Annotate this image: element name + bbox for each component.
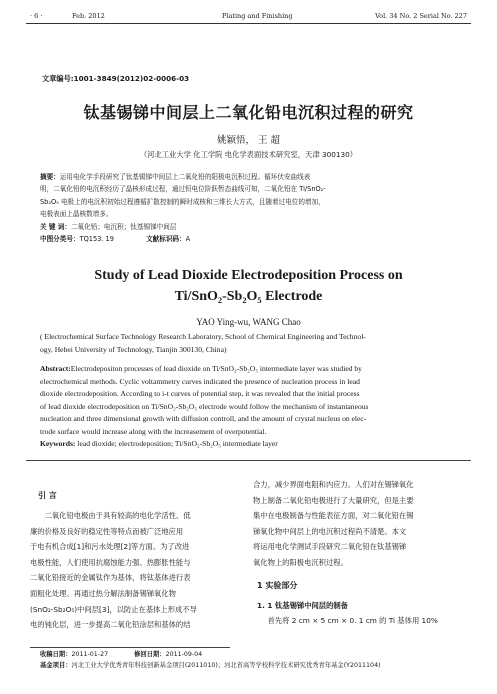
keywords-cn-label: 关 键 词： [40,222,71,231]
article-number: 文章编号:1001-3849(2012)02-0006-03 [42,74,190,83]
abstract-cn-line: Sb₂O₅ 电极上的电沉积初始过程遵循扩散控制的瞬时成核和三维长大方式，且随着过电位的增加， [40,197,325,206]
body-line: 将运用电化学测试手段研究二氧化铅在钛基锡锑 [253,542,407,552]
intro-line: 于电有机合成[1]和污水处理[2]等方面。为了改进 [30,542,190,552]
keywords-en: lead dioxide; electrodeposition; Ti/SnO₂-Sb₂O₅ intermediate layer [77,439,278,448]
abstract-en [40,363,470,451]
affiliation-en-line: ogy, Hebei University of Technology, Tianjin 300130, China) [40,344,227,354]
body-line: 合力，减少界面电阻和内应力。人们对在锡锑氧化 [253,480,414,489]
page-number: · 6 · [30,12,43,20]
intro-line: 二氧化铅接近的金属钛作为基体，将钛基体进行表 [30,573,191,583]
abstract-en-line: Electrodepositon processes of lead dioxide on Ti/SnO₂-Sb₂O₅ intermediate layer was studied by [70,364,362,373]
issue-date: Feb. 2012 [72,12,105,20]
section-1-heading: 1 实验部分 [257,581,298,590]
doc-code-label: 文献标识码： [146,235,186,244]
received-label: 收稿日期： [40,651,72,658]
body-line: 物上制备二氧化铅电极进行了大量研究，但是主要 [253,495,414,505]
intro-body [30,508,246,633]
body-line: 锑氧化物中间层上的电沉积过程尚不清楚。本文 [253,526,407,536]
title-cn: 钛基锡锑中间层上二氧化铅电沉积过程的研究 [83,103,414,122]
intro-line: 面粗化处理、再通过热分解法制备锡锑氧化物 [30,588,176,598]
received-date: 2011-01-27 [71,651,109,658]
abstract-en-label: Abstract: [40,364,71,373]
intro-line: 二氧化铅电极由于具有较高的电化学活性、低 [44,511,191,520]
intro-line: (SnO₂-Sb₂O₅)中间层[3]，以防止在基体上形成不导 [30,604,197,614]
abstract-en-line: trode surface would increase along with the increasement of overpotential. [40,426,267,436]
abstract-en-line: dioxide electrodeposition. According to i-t curves of potential step, it was revealed that the initial process [40,389,360,398]
right-column-body [253,477,471,571]
keywords-cn: 二氧化铅；电沉积；钛基锡锑中间层 [70,222,177,231]
footnotes [40,650,480,671]
affiliation-en [40,331,470,356]
section-1-1-heading: 1. 1 钛基锡锑中间层的制备 [257,601,348,610]
volume-info: Vol. 34 No. 2 Serial No. 227 [375,12,467,20]
fund-text: 河北工业大学优秀青年科技创新基金项目(2011010)；河北省高等学校科学技术研究优秀青年基金(Y2011104) [71,661,381,669]
footnote-rule [30,647,230,648]
intro-line: 电的钝化层，进一步提高二氧化铅涂层和基体的结 [30,620,191,630]
abstract-en-line: of lead dioxide electrodeposition on Ti/SnO₂-Sb₂O₅ electrode would follow the mechanism of instantaneous [40,401,369,411]
section-divider [26,460,471,461]
body-line: 氧化物上的阳极电沉积过程。 [253,557,348,567]
running-header [26,10,471,24]
affiliation-en-line: ( Electrochemical Surface Technology Research Laboratory, School of Chemical Engineering and Technol- [40,332,366,341]
title-en-line2: Ti/SnO₂-Sb₂O₅ Electrode [174,289,323,304]
authors-en: YAO Ying-wu, WANG Chao [196,317,301,327]
abstract-cn-label: 摘要： [40,173,60,181]
abstract-cn-line: 明，二氧化铅的电沉积经历了晶核形成过程，通过恒电位阶跃暂态曲线可知，二氧化铅在 Ti/SnO₂- [40,185,326,194]
doc-code-value: A [185,235,191,244]
section-1-1-text: 首先将 2 cm × 5 cm × 0. 1 cm 的 Ti 基体用 10% [267,616,438,625]
keywords-en-label: Keywords: [40,439,76,448]
abstract-cn-line: 电极表面上晶核数增多。 [40,210,113,219]
revised-label: 修回日期： [134,651,166,658]
journal-name: Plating and Finishing [222,12,293,20]
abstract-en-line: electrochemical methods. Cyclic voltammetry curves indicated the presence of nucleation process in lead [40,376,360,386]
affiliation-cn: （河北工业大学 化工学院 电化学表面技术研究室，天津 300130） [139,150,358,159]
intro-heading: 引 言 [38,491,57,500]
intro-line: 廉的价格及良好的稳定性等特点而被广泛地应用 [30,526,184,536]
classification-value: TQ153. 19 [79,235,114,244]
abstract-en-line: nucleation and three dimensional growth with diffusion controll, and the amount of crystal nucleus on elec- [40,414,367,423]
abstract-cn-line: 运用电化学手段研究了钛基锡锑中间层上二氧化铅的阳极电沉积过程。循环伏安曲线表 [59,173,311,181]
body-line: 集中在电极制备与性能表征方面，对二氧化铅在锡 [253,511,414,521]
fund-label: 基金项目： [40,661,72,669]
abstract-cn [40,171,460,245]
classification-label: 中图分类号： [40,235,80,244]
revised-date: 2011-09-04 [165,651,203,658]
intro-line: 电极性能，人们使用抗腐蚀能力强、热膨胀性能与 [30,557,191,567]
authors-cn: 姚颖悟， 王 超 [216,135,281,146]
title-en-line1: Study of Lead Dioxide Electrodeposition Process on [94,268,403,283]
